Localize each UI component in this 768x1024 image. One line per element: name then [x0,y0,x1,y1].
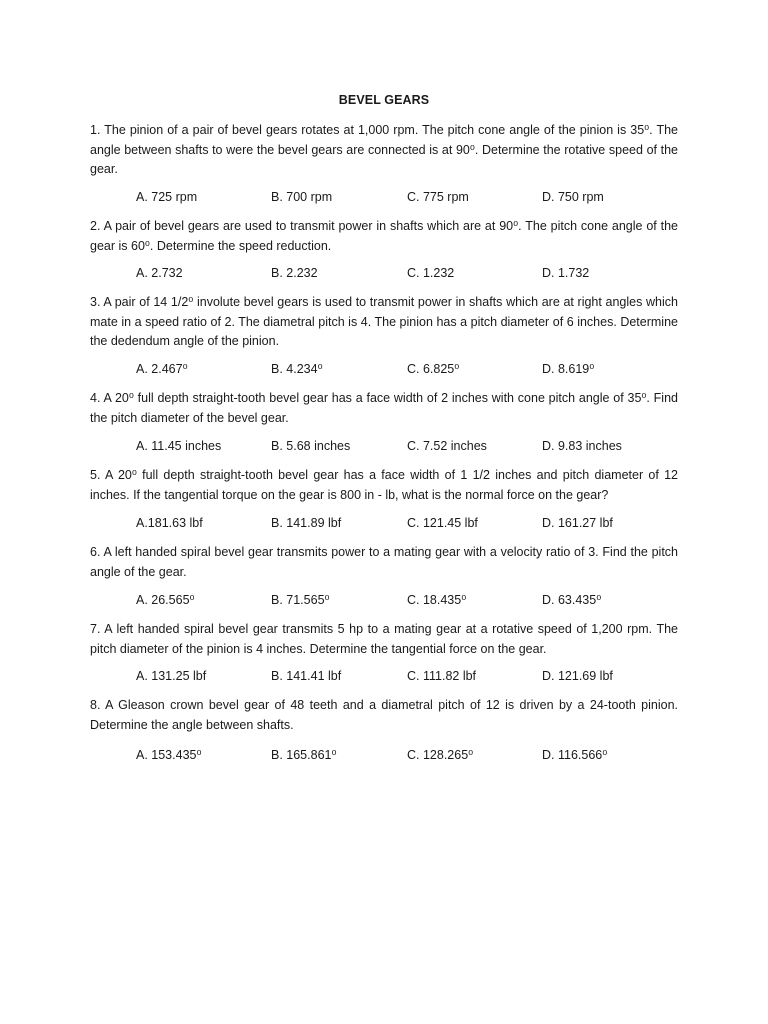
choice-a: A. 26.565⁰ [136,593,195,607]
choice-b: B. 165.861⁰ [271,748,337,762]
question-6-choices [136,591,696,609]
choice-b: B. 4.234⁰ [271,362,323,376]
choice-a: A. 11.45 inches [136,439,222,453]
choice-b: B. 141.41 lbf [271,669,342,683]
choice-b: B. 2.232 [271,266,318,280]
choice-c: C. 775 rpm [407,190,469,204]
choice-d: D. 750 rpm [542,190,604,204]
page-title: BEVEL GEARS [338,93,430,107]
choice-c: C. 6.825⁰ [407,362,460,376]
question-5-choices [136,514,696,532]
question-8-choices [136,746,696,764]
question-1-text: 1. The pinion of a pair of bevel gears rotates at 1,000 rpm. The pitch cone angle of the pinion is 35⁰. The angle between shafts to were the bevel gears are connected is at 90⁰. Determine the rotative speed of the gear. [90,123,678,176]
choice-d: D. 63.435⁰ [542,593,602,607]
choice-a: A. 725 rpm [136,190,198,204]
question-4-choices [136,437,696,455]
choice-d: D. 9.83 inches [542,439,622,453]
choice-c: C. 7.52 inches [407,439,487,453]
choice-a: A. 153.435⁰ [136,748,202,762]
question-4-text: 4. A 20⁰ full depth straight-tooth bevel gear has a face width of 2 inches with cone pitch angle of 35⁰. Find the pitch diameter of the bevel gear. [90,391,678,425]
choice-b: B. 700 rpm [271,190,333,204]
question-8-text: 8. A Gleason crown bevel gear of 48 teeth and a diametral pitch of 12 is driven by a 24-tooth pinion. Determine the angle between shafts. [90,698,678,732]
choice-d: D. 1.732 [542,266,590,280]
question-7-text: 7. A left handed spiral bevel gear transmits 5 hp to a mating gear at a rotative speed of 1,200 rpm. The pitch diameter of the pinion is 4 inches. Determine the tangential force on the gear. [90,622,678,656]
choice-b: B. 71.565⁰ [271,593,330,607]
question-3-text: 3. A pair of 14 1/2⁰ involute bevel gears is used to transmit power in shafts which are at right angles which mate in a speed ratio of 2. The diametral pitch is 4. The pinion has a pitch diameter of 6 inches. Determine the dedendum angle of the pinion. [90,295,678,348]
question-1-choices [136,188,696,206]
question-3-choices [136,360,696,378]
choice-c: C. 18.435⁰ [407,593,467,607]
choice-c: C. 121.45 lbf [407,516,478,530]
choice-d: D. 8.619⁰ [542,362,595,376]
choice-b: B. 141.89 lbf [271,516,342,530]
question-5-text: 5. A 20⁰ full depth straight-tooth bevel gear has a face width of 1 1/2 inches and pitch diameter of 12 inches. If the tangential torque on the gear is 800 in - lb, what is the normal force on the gear? [90,468,678,502]
choice-a: A. 2.732 [136,266,183,280]
choice-c: C. 128.265⁰ [407,748,474,762]
choice-d: D. 161.27 lbf [542,516,613,530]
choice-c: C. 111.82 lbf [407,669,477,683]
choice-d: D. 116.566⁰ [542,748,608,762]
choice-c: C. 1.232 [407,266,455,280]
choice-b: B. 5.68 inches [271,439,351,453]
question-2-choices [136,264,696,282]
question-7-choices [136,667,696,685]
choice-a: A. 131.25 lbf [136,669,207,683]
choice-a: A.181.63 lbf [136,516,203,530]
question-6-text: 6. A left handed spiral bevel gear transmits power to a mating gear with a velocity ratio of 3. Find the pitch angle of the gear. [90,545,678,579]
question-2-text: 2. A pair of bevel gears are used to transmit power in shafts which are at 90⁰. The pitch cone angle of the gear is 60⁰. Determine the speed reduction. [90,219,678,253]
choice-a: A. 2.467⁰ [136,362,188,376]
choice-d: D. 121.69 lbf [542,669,613,683]
